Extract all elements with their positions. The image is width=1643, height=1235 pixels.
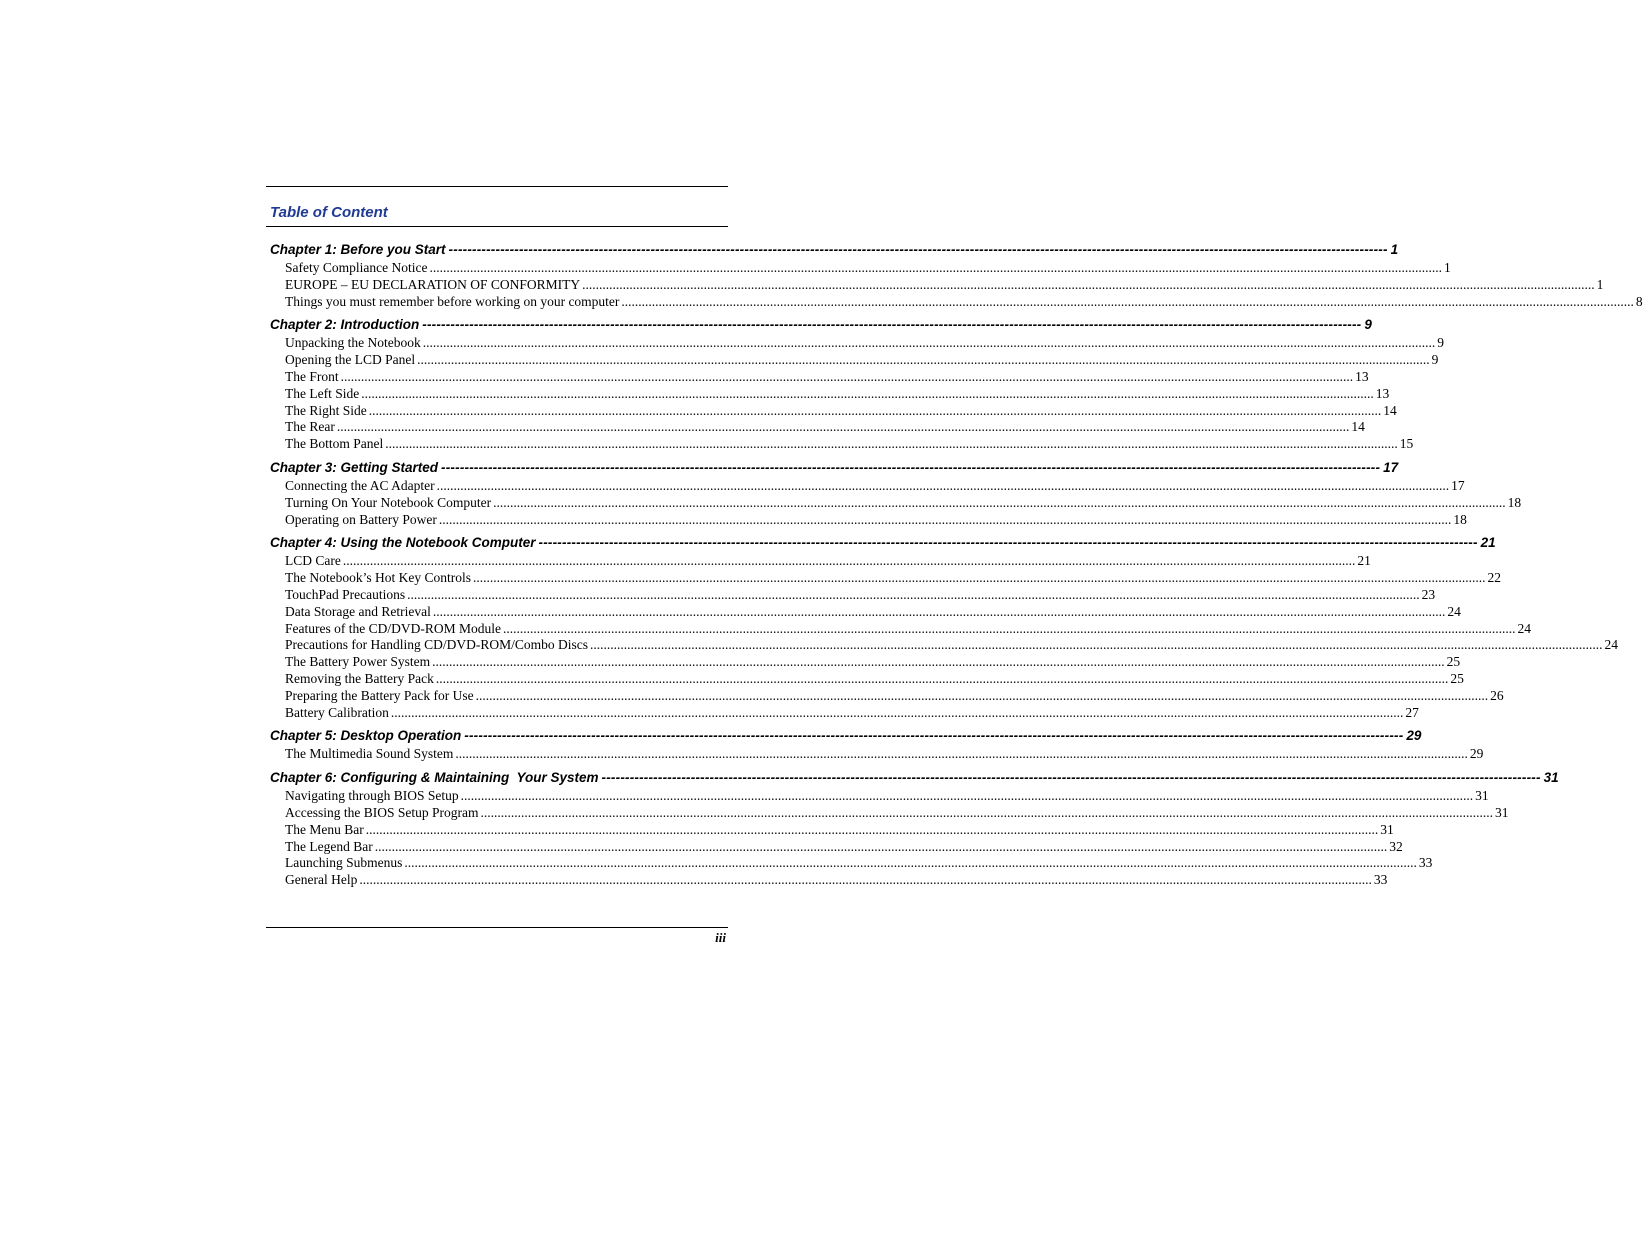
entry-page-number: 33 bbox=[1373, 872, 1388, 888]
toc-entry[interactable] bbox=[266, 586, 1436, 604]
dot-leader: ............................................................................................................................................................................................................................................................................................................ bbox=[475, 687, 1489, 703]
toc-entry[interactable] bbox=[266, 704, 1419, 722]
entry-title: The Left Side bbox=[285, 385, 360, 401]
entry-page-number: 14 bbox=[1351, 419, 1365, 435]
dash-leader: -------------------------------------------------------------------------------------------------------------------------------------------------------------------------------------------------------- bbox=[464, 728, 1404, 744]
entry-page-number: 1 bbox=[1596, 276, 1604, 292]
entry-page-number: 24 bbox=[1447, 603, 1461, 619]
dot-leader: ............................................................................................................................................................................................................................................................................................................ bbox=[621, 293, 1634, 309]
toc-entry[interactable] bbox=[266, 260, 1451, 277]
chapter-title: Chapter 4: Using the Notebook Computer bbox=[270, 535, 536, 551]
dot-leader: ............................................................................................................................................................................................................................................................................................................ bbox=[407, 586, 1420, 602]
toc-entry[interactable] bbox=[266, 419, 1365, 436]
chapter-heading[interactable] bbox=[266, 767, 1559, 788]
entry-page-number: 18 bbox=[1453, 511, 1467, 527]
dot-leader: ............................................................................................................................................................................................................................................................................................................ bbox=[374, 838, 1388, 854]
dot-leader: ............................................................................................................................................................................................................................................................................................................ bbox=[417, 352, 1430, 368]
chapter-heading[interactable] bbox=[266, 725, 1422, 746]
entry-title: Features of the CD/DVD-ROM Module bbox=[285, 620, 501, 636]
toc-title: Table of Content bbox=[270, 204, 388, 221]
entry-title: Removing the Battery Pack bbox=[285, 670, 434, 686]
chapter-heading[interactable] bbox=[266, 457, 1399, 478]
dot-leader: ............................................................................................................................................................................................................................................................................................................ bbox=[455, 746, 1468, 762]
toc-entry[interactable] bbox=[266, 335, 1444, 352]
entry-page-number: 31 bbox=[1475, 788, 1489, 804]
entry-page-number: 1 bbox=[1443, 260, 1451, 275]
entry-title: TouchPad Precautions bbox=[285, 586, 406, 602]
toc-entry[interactable] bbox=[266, 872, 1388, 889]
chapter-page-number: 29 bbox=[1406, 728, 1422, 744]
chapter-title: Chapter 3: Getting Started bbox=[270, 459, 439, 475]
toc-entry[interactable] bbox=[266, 687, 1504, 705]
entry-title: Precautions for Handling CD/DVD-ROM/Combo Discs bbox=[285, 637, 588, 653]
toc-entry[interactable] bbox=[266, 788, 1489, 805]
entry-title: The Front bbox=[285, 368, 339, 384]
dot-leader: ............................................................................................................................................................................................................................................................................................................ bbox=[404, 855, 1417, 871]
toc-entry[interactable] bbox=[266, 511, 1467, 529]
dot-leader: ............................................................................................................................................................................................................................................................................................................ bbox=[493, 494, 1506, 510]
dot-leader: ............................................................................................................................................................................................................................................................................................................ bbox=[365, 821, 1379, 837]
entry-page-number: 15 bbox=[1399, 436, 1414, 452]
entry-page-number: 25 bbox=[1446, 654, 1461, 670]
entry-title: Operating on Battery Power bbox=[285, 511, 437, 527]
entry-page-number: 17 bbox=[1451, 477, 1465, 493]
chapter-title: Chapter 5: Desktop Operation bbox=[270, 728, 462, 744]
toc-entry[interactable] bbox=[266, 352, 1439, 369]
toc-entry[interactable] bbox=[266, 804, 1509, 822]
dot-leader: ............................................................................................................................................................................................................................................................................................................ bbox=[589, 637, 1603, 653]
toc-entry[interactable] bbox=[266, 276, 1604, 294]
entry-title: Launching Submenus bbox=[285, 855, 403, 871]
entry-page-number: 18 bbox=[1507, 494, 1522, 510]
entry-page-number: 33 bbox=[1418, 855, 1433, 871]
toc-entry[interactable] bbox=[266, 477, 1465, 495]
bottom-rule bbox=[266, 927, 728, 928]
dot-leader: ............................................................................................................................................................................................................................................................................................................ bbox=[438, 511, 1452, 527]
chapter-page-number: 9 bbox=[1364, 317, 1372, 333]
toc-entry[interactable] bbox=[266, 436, 1414, 453]
toc-entry[interactable] bbox=[266, 368, 1369, 386]
dot-leader: ............................................................................................................................................................................................................................................................................................................ bbox=[429, 260, 1442, 275]
entry-title: Accessing the BIOS Setup Program bbox=[285, 804, 479, 820]
toc-list bbox=[266, 239, 1643, 889]
dot-leader: ............................................................................................................................................................................................................................................................................................................ bbox=[422, 335, 1436, 351]
dot-leader: ............................................................................................................................................................................................................................................................................................................ bbox=[359, 872, 1372, 888]
toc-chapter bbox=[266, 314, 1444, 453]
chapter-heading[interactable] bbox=[266, 532, 1496, 553]
entry-page-number: 26 bbox=[1490, 687, 1504, 703]
entry-title: The Legend Bar bbox=[285, 838, 373, 854]
entry-page-number: 32 bbox=[1389, 838, 1403, 854]
entry-page-number: 29 bbox=[1469, 746, 1484, 762]
chapter-page-number: 21 bbox=[1480, 535, 1496, 551]
toc-entry[interactable] bbox=[266, 746, 1484, 763]
dash-leader: -------------------------------------------------------------------------------------------------------------------------------------------------------------------------------------------------------- bbox=[441, 459, 1381, 475]
dot-leader: ............................................................................................................................................................................................................................................................................................................ bbox=[432, 654, 1445, 670]
dot-leader: ............................................................................................................................................................................................................................................................................................................ bbox=[340, 368, 1354, 384]
entry-title: Data Storage and Retrieval bbox=[285, 603, 431, 619]
toc-entry[interactable] bbox=[266, 654, 1461, 671]
toc-entry[interactable] bbox=[266, 637, 1618, 654]
toc-entry[interactable] bbox=[266, 570, 1501, 587]
entry-title: Unpacking the Notebook bbox=[285, 335, 421, 351]
entry-page-number: 24 bbox=[1604, 637, 1618, 653]
title-rule bbox=[266, 226, 728, 227]
toc-entry[interactable] bbox=[266, 838, 1403, 856]
entry-title: Navigating through BIOS Setup bbox=[285, 788, 459, 804]
entry-page-number: 8 bbox=[1635, 293, 1643, 309]
dot-leader: ............................................................................................................................................................................................................................................................................................................ bbox=[480, 804, 1493, 820]
toc-chapter bbox=[266, 457, 1522, 528]
dot-leader: ............................................................................................................................................................................................................................................................................................................ bbox=[361, 385, 1374, 401]
chapter-heading[interactable] bbox=[266, 239, 1399, 260]
dot-leader: ............................................................................................................................................................................................................................................................................................................ bbox=[432, 603, 1446, 619]
entry-title: Turning On Your Notebook Computer bbox=[285, 494, 492, 510]
toc-entry[interactable] bbox=[266, 402, 1397, 420]
entry-title: The Bottom Panel bbox=[285, 436, 384, 452]
toc-entry[interactable] bbox=[266, 855, 1433, 872]
entry-title: Battery Calibration bbox=[285, 704, 389, 720]
dot-leader: ............................................................................................................................................................................................................................................................................................................ bbox=[472, 570, 1486, 586]
dot-leader: ............................................................................................................................................................................................................................................................................................................ bbox=[385, 436, 1398, 452]
toc-chapter bbox=[266, 725, 1484, 763]
entry-title: Preparing the Battery Pack for Use bbox=[285, 687, 474, 703]
entry-title: Connecting the AC Adapter bbox=[285, 477, 435, 493]
entry-page-number: 9 bbox=[1431, 352, 1439, 368]
entry-title: EUROPE – EU DECLARATION OF CONFORMITY bbox=[285, 276, 581, 292]
entry-title: LCD Care bbox=[285, 553, 341, 569]
dot-leader: ............................................................................................................................................................................................................................................................................................................ bbox=[368, 402, 1382, 418]
entry-page-number: 9 bbox=[1437, 335, 1444, 351]
entry-page-number: 23 bbox=[1421, 586, 1436, 602]
entry-title: Things you must remember before working on your computer bbox=[285, 293, 620, 309]
chapter-title: Chapter 1: Before you Start bbox=[270, 242, 446, 257]
page-number: iii bbox=[715, 930, 726, 945]
dot-leader: ............................................................................................................................................................................................................................................................................................................ bbox=[342, 553, 1356, 569]
toc-entry[interactable] bbox=[266, 385, 1390, 403]
chapter-page-number: 31 bbox=[1543, 770, 1559, 786]
chapter-page-number: 17 bbox=[1383, 459, 1399, 475]
toc-entry[interactable] bbox=[266, 553, 1371, 570]
toc-chapter bbox=[266, 767, 1559, 889]
toc-entry[interactable] bbox=[266, 494, 1522, 512]
dash-leader: -------------------------------------------------------------------------------------------------------------------------------------------------------------------------------------------------------- bbox=[422, 317, 1362, 333]
dash-leader: -------------------------------------------------------------------------------------------------------------------------------------------------------------------------------------------------------- bbox=[448, 242, 1388, 257]
entry-title: The Notebook’s Hot Key Controls bbox=[285, 570, 471, 586]
chapter-page-number: 1 bbox=[1390, 242, 1399, 257]
dot-leader: ............................................................................................................................................................................................................................................................................................................ bbox=[436, 477, 1450, 493]
toc-entry[interactable] bbox=[266, 293, 1643, 311]
entry-page-number: 27 bbox=[1405, 704, 1419, 720]
entry-page-number: 24 bbox=[1517, 620, 1531, 636]
dash-leader: -------------------------------------------------------------------------------------------------------------------------------------------------------------------------------------------------------- bbox=[538, 535, 1478, 551]
dot-leader: ............................................................................................................................................................................................................................................................................................................ bbox=[390, 704, 1404, 720]
entry-page-number: 21 bbox=[1357, 553, 1371, 569]
entry-page-number: 14 bbox=[1383, 402, 1397, 418]
entry-page-number: 13 bbox=[1355, 368, 1369, 384]
entry-page-number: 25 bbox=[1450, 670, 1464, 686]
dash-leader: -------------------------------------------------------------------------------------------------------------------------------------------------------------------------------------------------------- bbox=[601, 770, 1541, 786]
toc-entry[interactable] bbox=[266, 603, 1461, 621]
toc-chapter bbox=[266, 239, 1643, 310]
dot-leader: ............................................................................................................................................................................................................................................................................................................ bbox=[460, 788, 1474, 804]
chapter-title: Chapter 6: Configuring & Maintaining Your System bbox=[270, 770, 599, 786]
entry-title: General Help bbox=[285, 872, 358, 888]
dot-leader: ............................................................................................................................................................................................................................................................................................................ bbox=[336, 419, 1350, 435]
entry-title: The Battery Power System bbox=[285, 654, 431, 670]
toc-entry[interactable] bbox=[266, 670, 1464, 688]
top-rule bbox=[266, 186, 728, 187]
toc-chapter bbox=[266, 532, 1618, 721]
entry-title: The Right Side bbox=[285, 402, 367, 418]
toc-entry[interactable] bbox=[266, 620, 1531, 638]
entry-page-number: 13 bbox=[1375, 385, 1390, 401]
entry-title: The Rear bbox=[285, 419, 335, 435]
entry-title: Opening the LCD Panel bbox=[285, 352, 416, 368]
chapter-heading[interactable] bbox=[266, 314, 1372, 335]
entry-page-number: 31 bbox=[1494, 804, 1509, 820]
dot-leader: ............................................................................................................................................................................................................................................................................................................ bbox=[435, 670, 1449, 686]
entry-title: Safety Compliance Notice bbox=[285, 260, 428, 275]
entry-title: The Multimedia Sound System bbox=[285, 746, 454, 762]
dot-leader: ............................................................................................................................................................................................................................................................................................................ bbox=[502, 620, 1516, 636]
dot-leader: ............................................................................................................................................................................................................................................................................................................ bbox=[582, 276, 1595, 292]
toc-entry[interactable] bbox=[266, 821, 1394, 839]
entry-page-number: 31 bbox=[1380, 821, 1394, 837]
chapter-title: Chapter 2: Introduction bbox=[270, 317, 420, 333]
entry-title: The Menu Bar bbox=[285, 821, 364, 837]
entry-page-number: 22 bbox=[1487, 570, 1501, 586]
